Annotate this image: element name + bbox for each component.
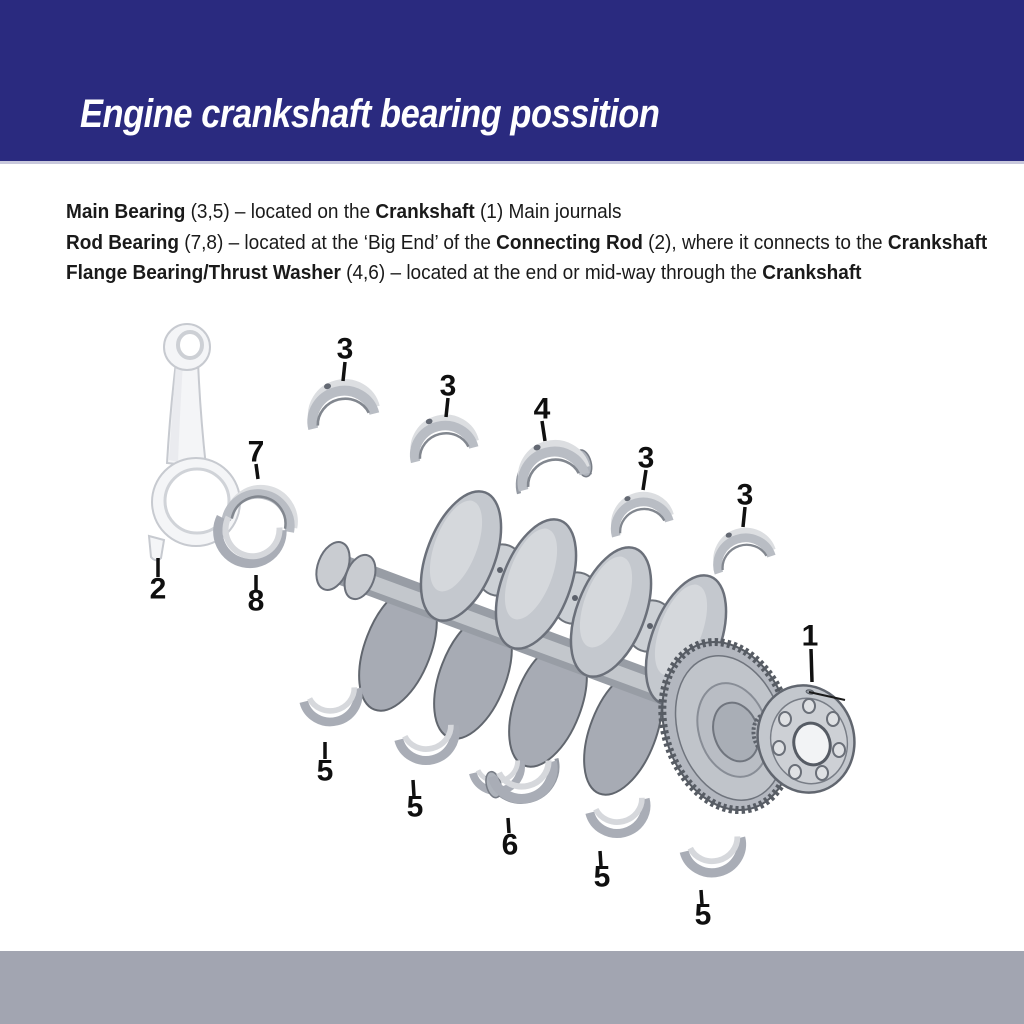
page-title: Engine crankshaft bearing possition	[80, 92, 660, 136]
legend-line-flange-bearing: Flange Bearing/Thrust Washer (4,6) – located at the end or mid-way through the Crankshaft	[66, 262, 862, 284]
main-bearing-lower-shell-2	[398, 724, 460, 766]
callout-label-main-bearing-lower-3: 5	[593, 860, 611, 894]
main-bearing-upper-shell-2	[406, 409, 476, 462]
callout-label-main-bearing-upper-1: 3	[336, 332, 354, 366]
main-bearing-upper-shell-1	[303, 374, 376, 429]
callout-label-connecting-rod: 2	[149, 572, 167, 606]
main-bearing-lower-shell-1	[303, 687, 363, 728]
main-bearing-lower-shell-3	[589, 797, 651, 839]
callout-label-crankshaft-flange: 1	[801, 619, 819, 653]
rod-bolt-boss	[149, 536, 164, 560]
callout-label-main-bearing-lower-1: 5	[316, 754, 334, 788]
callout-label-thrust-washer-lower: 6	[501, 828, 519, 862]
callout-label-main-bearing-upper-2: 3	[439, 369, 457, 403]
legend-line-rod-bearing: Rod Bearing (7,8) – located at the ‘Big End’ of the Connecting Rod (2), where it connects to the Crankshaft	[66, 231, 988, 254]
main-bearing-lower-shell-4	[684, 836, 748, 879]
callout-leader-crankshaft-flange	[811, 649, 812, 682]
callout-label-main-bearing-upper-4: 3	[736, 478, 754, 512]
thrust-washer-lower-shell	[472, 751, 564, 812]
callout-label-thrust-washer-upper: 4	[533, 392, 551, 426]
callout-label-rod-bearing-upper: 7	[247, 435, 265, 469]
callout-label-main-bearing-lower-2: 5	[406, 790, 424, 824]
thrust-washer-upper-shell	[508, 432, 594, 494]
legend-line-main-bearing: Main Bearing (3,5) – located on the Crankshaft (1) Main journals	[66, 201, 622, 223]
callout-label-rod-bearing-lower: 8	[247, 584, 265, 618]
callout-label-main-bearing-lower-4: 5	[694, 898, 712, 932]
rod-bearing-lower-shell	[211, 512, 284, 570]
main-bearing-upper-shell-4	[708, 522, 773, 573]
callout-label-main-bearing-upper-3: 3	[637, 441, 655, 475]
footer-bar	[0, 951, 1024, 1024]
main-bearing-upper-shell-3	[606, 486, 671, 536]
crankshaft	[310, 480, 866, 827]
